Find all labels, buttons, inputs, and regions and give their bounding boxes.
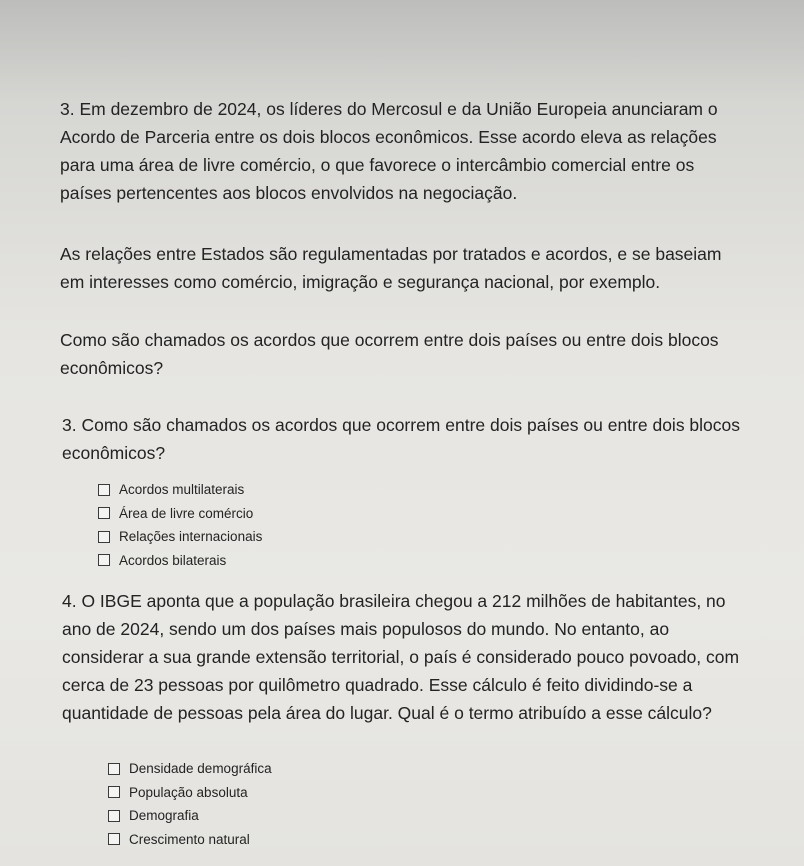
option-label: Densidade demográfica <box>129 761 272 777</box>
checkbox-icon[interactable] <box>98 531 110 543</box>
question-4-option[interactable] <box>108 757 272 781</box>
checkbox-icon[interactable] <box>98 484 110 496</box>
question-4-option[interactable] <box>108 781 272 805</box>
option-label: População absoluta <box>129 784 248 800</box>
checkbox-icon[interactable] <box>108 810 120 822</box>
checkbox-icon[interactable] <box>108 763 120 775</box>
option-label: Demografia <box>129 808 199 824</box>
question-3-option[interactable] <box>98 502 262 526</box>
question-3-options <box>98 478 262 572</box>
option-label: Acordos bilaterais <box>119 552 227 568</box>
checkbox-icon[interactable] <box>108 833 120 845</box>
checkbox-icon[interactable] <box>98 554 110 566</box>
question-3-option[interactable] <box>98 549 262 573</box>
checkbox-icon[interactable] <box>108 786 120 798</box>
question-4-option[interactable] <box>108 828 272 852</box>
option-label: Acordos multilaterais <box>119 482 245 498</box>
question-3-text: 3. Como são chamados os acordos que ocorrem entre dois países ou entre dois blocos econômicos? <box>62 415 741 463</box>
question-4-option[interactable] <box>108 804 272 828</box>
intro-paragraph-1: 3. Em dezembro de 2024, os líderes do Mercosul e da União Europeia anunciaram o Acordo de Parceria entre os dois blocos econômicos. Esse acordo eleva as relações para uma área de livre comércio, o que favorece o intercâmbio comercial entre os países pertencentes aos blocos envolvidos na negociação. <box>60 99 718 203</box>
checkbox-icon[interactable] <box>98 507 110 519</box>
question-3-option[interactable] <box>98 525 262 549</box>
option-label: Crescimento natural <box>129 831 250 847</box>
intro-paragraph-3: Como são chamados os acordos que ocorrem entre dois países ou entre dois blocos econômicos? <box>60 330 719 378</box>
option-label: Área de livre comércio <box>119 505 254 521</box>
question-4-options <box>108 757 272 851</box>
question-3-option[interactable] <box>98 478 262 502</box>
option-label: Relações internacionais <box>119 529 263 545</box>
intro-paragraph-2: As relações entre Estados são regulamentadas por tratados e acordos, e se baseiam em interesses como comércio, imigração e segurança nacional, por exemplo. <box>60 244 722 292</box>
question-4-text: 4. O IBGE aponta que a população brasileira chegou a 212 milhões de habitantes, no ano de 2024, sendo um dos países mais populosos do mundo. No entanto, ao considerar a sua grande extensão territorial, o país é considerado pouco povoado, com cerca de 23 pessoas por quilômetro quadrado. Esse cálculo é feito dividindo-se a quantidade de pessoas pela área do lugar. Qual é o termo atribuído a esse cálculo? <box>62 591 740 723</box>
